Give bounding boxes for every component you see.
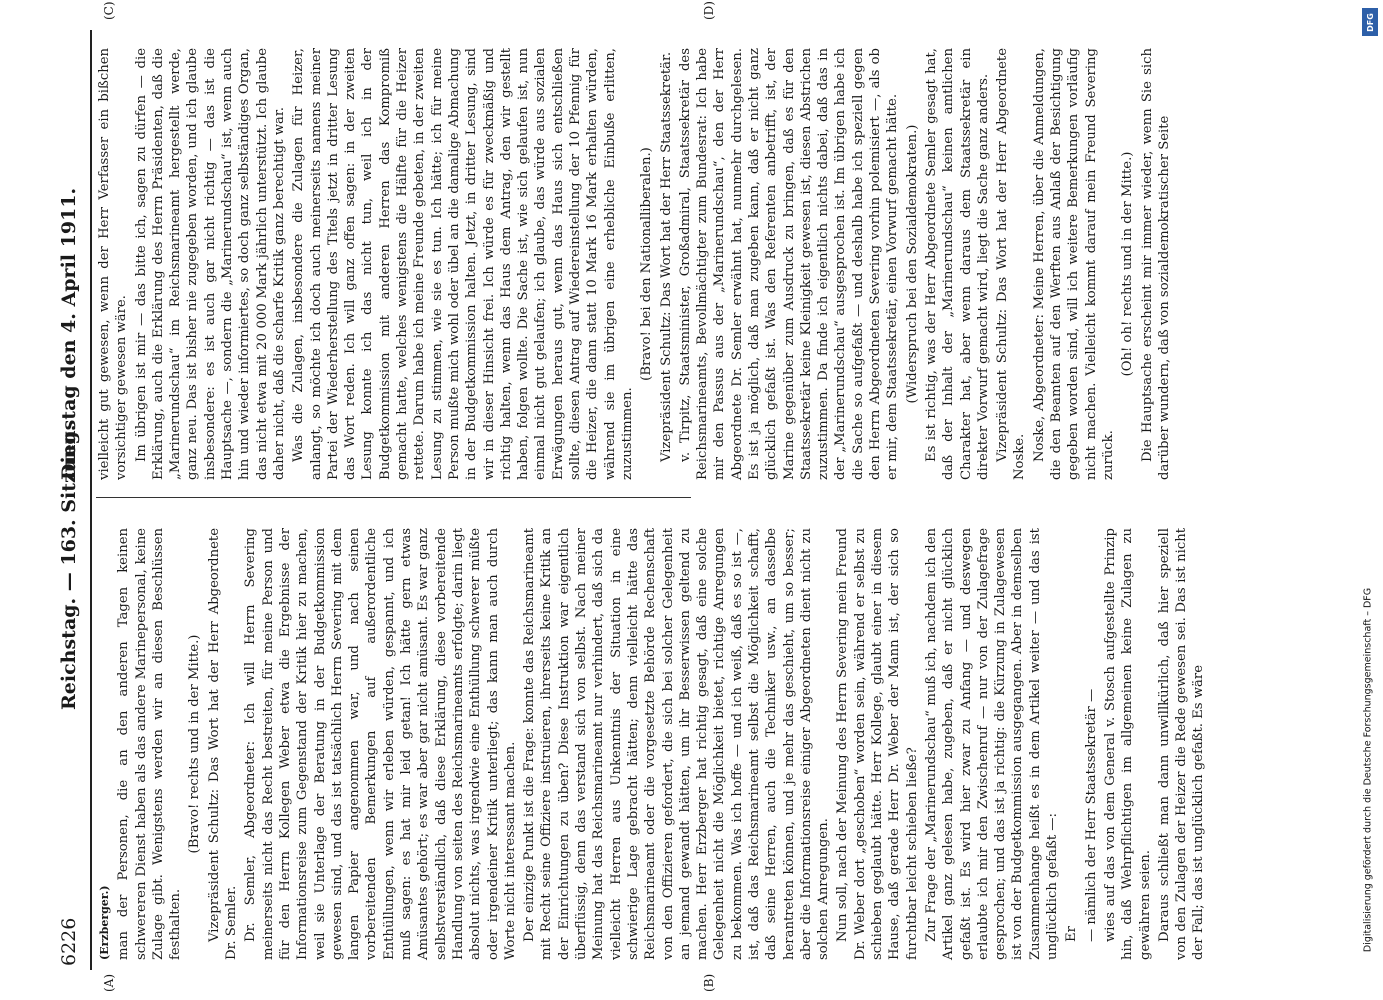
- paragraph: Es ist richtig, was der Herr Abgeordnete Semler gesagt hat, daß der Inhalt der „Marinerundschau“ keinen amtlichen Charakter hat, aber wenn daraus dem Staatssekretär ein direkter Vorwurf gemacht wird, liegt die Sache ganz anders.: [923, 48, 991, 480]
- interjection: (Bravo! bei den Nationalliberalen.): [639, 147, 655, 381]
- paragraph: Was die Zulagen, insbesondere die Zulagen für Heizer, anlangt, so möchte ich doch auch meinerseits namens meiner Partei der Wiederherstellung des Titels jetzt in dritter Lesung das Wort reden. Ich will ganz offen sagen: in der zweiten Lesung konnte ich das nicht tun, weil ich in der Budgetkommission mit anderen Herren das Kompromiß gemacht hatte, welches wenigstens die Hälfte für die Heizer rettete. Darum habe ich meine Freunde gebeten, in der zweiten Lesung zu stimmen, wie sie es tun. Ich hätte; ich für meine Person mußte mich wohl oder übel an die damalige Abmachung in der Budgetkommission halten. Jetzt, in dritter Lesung, sind wir in dieser Hinsicht frei. Ich würde es für zweckmäßig und richtig halten, wenn das Haus dem Antrag, den wir gestellt haben, folgen wollte. Die Sache ist, wie sich gelaufen ist, nun einmal nicht gut gelaufen; ich glaube, das würde aus sozialen Erwägungen heraus gut, wenn das Haus sich entschließen sollte, diesen Antrag auf Wiedereinstellung der 10 Pfennig für die Heizer, die dann statt 10 Mark 16 Mark erhalten würden, während sie im übrigen eine erhebliche Einbuße erlitten, zuzustimmen.: [291, 48, 635, 480]
- page-number: 6226: [58, 917, 80, 966]
- speaker-tag: (Erzberger.): [98, 885, 111, 960]
- interjection: (Bravo! rechts und in der Mitte.): [187, 634, 203, 854]
- column-separator: [96, 497, 691, 498]
- interjection: (Widerspruch bei den Sozialdemokraten.): [904, 124, 920, 404]
- left-header-title: Reichstag. — 163. Sitzung.: [58, 424, 80, 710]
- paragraph: Zur Frage der „Marinerundschau“ muß ich, nachdem ich den Artikel ganz gelesen habe, zugeben, daß er nicht glücklich gefaßt ist. Es wird hier zwar zu Anfang — und deswegen erlaubte ich mir den Zwischenruf — nur von der Zulagefrage gesprochen; und das ist ja richtig: die Kürzung in Zulagewesen ist von der Budgetkommission ausgegangen. Aber in demselben Zusammenhange heißt es in dem Artikel weiter — und das ist unglücklich gefaßt —:: [923, 528, 1061, 960]
- left-column: [96, 528, 1207, 960]
- paragraph: Vizepräsident Schultz: Das Wort hat der Herr Abgeordnete Noske.: [995, 48, 1028, 480]
- interjection: (Oh! oh! rechts und in der Mitte.): [1120, 151, 1136, 377]
- paragraph: Vizepräsident Schultz: Das Wort hat der Herr Staatssekretär.: [658, 51, 674, 462]
- paragraph: — nämlich der Herr Staatssekretär —: [1083, 688, 1099, 942]
- margin-mark-c: (C): [102, 1, 116, 20]
- paragraph: Er: [1064, 926, 1080, 942]
- paragraph: vielleicht gut gewesen, wenn der Herr Verfasser ein bißchen vorsichtiger gewesen wäre.: [97, 48, 130, 480]
- paragraph: Nun soll, nach der Meinung des Herrn Severing mein Freund Dr. Weber dort „geschoben“ worden sein, während er selbst zu schieben geglaubt hätte. Herr Kollege, glaubt einer in diesem Hause, daß gerade Herr Dr. Weber der Mann ist, der sich so furchtbar leicht schieben ließe?: [835, 528, 920, 960]
- margin-mark-d: (D): [702, 1, 716, 20]
- dfg-logo: [1362, 8, 1378, 36]
- paragraph: Noske, Abgeordneter: Meine Herren, über die Anmeldungen, die den Beamten auf den Werften aus Anlaß der Besichtigung gegeben worden sind, will ich weitere Bemerkungen vorläufig nicht machen. Vielleicht kommt darauf mein Freund Severing zurück.: [1031, 48, 1116, 480]
- paragraph: v. Tirpitz, Staatsminister, Großadmiral, Staatssekretär des Reichsmarineamts, Bevollmächtigter zum Bundesrat: Ich habe mir den Passus aus der „Marinerundschau“, den der Herr Abgeordnete Dr. Semler erwähnt hat, nunmehr durchgelesen. Es ist ja möglich, daß man zugeben kann, daß er nicht ganz glücklich gefaßt ist. Was den Referenten anbetrifft, ist, der Marine gegenüber zum Ausdruck zu bringen, daß es für den Staatssekretär keine Kleinigkeit gewesen ist, diesen Abstrichen zuzustimmen. Da finde ich eigentlich nichts dabei, daß das in der „Marinerundschau“ ausgesprochen ist. Im übrigen habe ich die Sache so aufgefaßt — und deshalb habe ich speziell gegen den Herrn Abgeordneten Severing vorhin polemisiert —, als ob er mir, dem Staatssekretär, einen Vorwurf gemacht hätte.: [677, 48, 901, 480]
- dfg-logo-text: DFG: [1365, 12, 1375, 32]
- margin-mark-b: (B): [702, 973, 716, 992]
- header-rule: [90, 30, 92, 970]
- right-header-title: Dienstag den 4. April 1911.: [58, 187, 80, 480]
- paragraph: Der einzige Punkt ist die Frage: konnte das Reichsmarineamt mit Recht seine Offiziere instruieren, ihrerseits keine Kritik an der Einrichtungen zu üben? Diese Instruktion war eigentlich überflüssig, denn das verstand sich von selbst. Nach meiner Meinung hat das Reichsmarineamt nur verhindert, daß sich da vielleicht Herren aus Unkenntnis der Situation in eine schwierige Lage gebracht hätten; denn vielleicht hätte das Reichsmarineamt oder die vorgesetzte Behörde Rechenschaft von den Offizieren gefordert, die sich bei solcher Gelegenheit an jemand gewandt hätten, um ihr Besserwissen geltend zu machen. Herr Erzberger hat richtig gesagt, daß eine solche Gelegenheit nicht die Möglichkeit bietet, richtige Anregungen zu bekommen. Was ich hoffe — und ich weiß, daß es so ist —, ist, daß das Reichsmarineamt selbst die Möglichkeit schafft, daß seine Herren, auch die Techniker usw., an dasselbe herantreten können, und je mehr das geschieht, um so besser; aber die Informationsreise einiger Abgeordneten dient nicht zu solchen Anregungen.: [522, 528, 832, 960]
- paragraph: man der Personen, die an den anderen Tagen keinen schwereren Dienst haben als das andere Marinepersonal, keine Zulage gibt. Wenigstens werden wir an diesen Beschlüssen festhalten.: [116, 528, 184, 960]
- paragraph: Die Hauptsache erscheint mir immer wieder, wenn Sie sich darüber wundern, daß von sozialdemokratischer Seite: [1139, 48, 1172, 480]
- paragraph: wies auf das von dem General v. Stosch aufgestellte Prinzip hin, daß Wehrpflichtigen im allgemeinen keine Zulagen zu gewähren seien.: [1102, 528, 1153, 960]
- paragraph: Dr. Semler, Abgeordneter: Ich will Herrn Severing meinerseits nicht das Recht bestreiten, für meine Person und für den Herrn Kollegen Weber etwa die Ergebnisse der Informationsreise zum Gegenstand der Kritik hier zu machen, weil sie Unterlage der Beratung in der Budgetkommission gewesen sind, und das ist tatsächlich Herrn Severing mit dem langen Papier angenommen war, und nach seinen vorbereitenden Bemerkungen auf außerordentliche Enthüllungen, wenn wir erleben würden, gespannt, und ich muß sagen: es hat mir leid getan! Ich hätte gern etwas Amüsantes gehört; es war aber gar nicht amüsant. Es war ganz selbstverständlich, daß diese Erklärung, diese vorbereitende Handlung von seiten des Reichsmarineamts erfolgte; darin liegt absolut nichts, was irgendwie eine Enthüllung schwerer müßte oder irgendeiner Kritik unterliegt; das kann man auch durch Worte nicht interessant machen.: [243, 528, 518, 960]
- right-column: [96, 48, 1172, 480]
- funding-credit: [1356, 560, 1380, 980]
- paragraph: Daraus schließt man dann unwillkürlich, daß hier speziell von den Zulagen der Heizer die Rede gewesen sei. Das ist nicht der Fall; das ist unglücklich gefaßt. Es wäre: [1156, 528, 1207, 960]
- paragraph: Vizepräsident Schultz: Das Wort hat der Herr Abgeordnete Dr. Semler.: [206, 528, 240, 960]
- paragraph: Im übrigen ist mir — das bitte ich, sagen zu dürfen — die Erklärung, auch die Erklärung des Herrn Präsidenten, daß die „Marinerundschau“ im Reichsmarineamt hergestellt werde, ganz neu. Das ist bisher nie zugegeben worden, und ich glaube insbesondere: es ist auch gar nicht richtig — das ist die Hauptsache —, sondern die „Marinerundschau“ ist, wenn auch hin und wieder informiertes, so doch ganz selbständiges Organ, das nicht etwa mit 20 000 Mark jährlich unterstützt. Ich glaube daher nicht, daß die scharfe Kritik ganz berechtigt war.: [133, 48, 287, 480]
- funding-credit-text: Digitalisierung gefördert durch die Deutsche Forschungsgemeinschaft – DFG: [1362, 587, 1374, 953]
- margin-mark-a: (A): [102, 973, 116, 992]
